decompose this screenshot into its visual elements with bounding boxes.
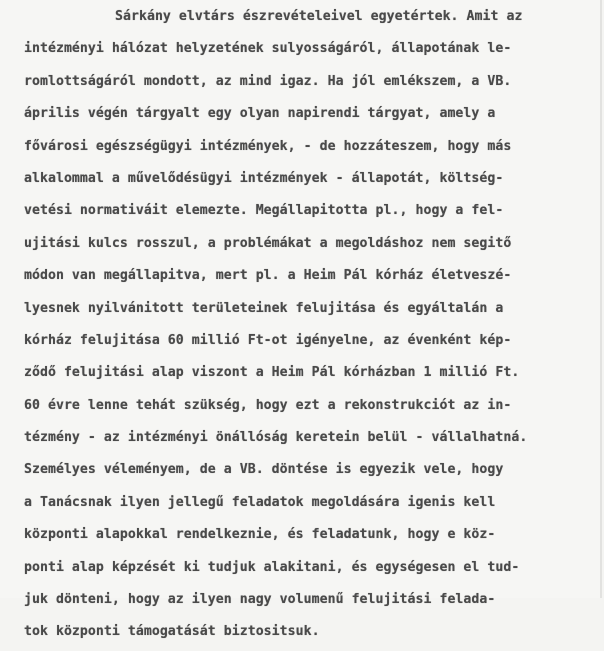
text-line: tok központi támogatását biztositsuk. bbox=[24, 624, 320, 640]
text-line: tézmény - az intézményi önállóság keretein belül - vállalhatná. bbox=[24, 430, 528, 446]
text-line: juk dönteni, hogy az ilyen nagy volumenű felujitási felada- bbox=[24, 592, 496, 608]
text-line: alkalommal a művelődésügyi intézmények - állapotát, költség- bbox=[24, 170, 504, 186]
text-line: módon van megállapitva, mert pl. a Heim Pál kórház életveszé- bbox=[24, 268, 512, 284]
text-line: fővárosi egészségügyi intézmények, - de hozzáteszem, hogy más bbox=[24, 138, 512, 154]
text-line: 60 évre lenne tehát szükség, hogy ezt a rekonstrukciót az in- bbox=[24, 397, 512, 413]
document-body bbox=[24, 3, 600, 651]
text-line: Sárkány elvtárs észrevételeivel egyetértek. Amit az bbox=[115, 9, 523, 24]
text-line: ződő felujitási alap viszont a Heim Pál kórházban 1 millió Ft. bbox=[24, 365, 520, 381]
text-line: lyesnek nyilvánitott területeinek felujitása és egyáltalán a bbox=[24, 300, 504, 316]
text-line: kórház felujitása 60 millió Ft-ot igényelne, az évenként kép- bbox=[24, 332, 512, 348]
text-line: intézményi hálózat helyzetének sulyosságáról, állapotának le- bbox=[24, 41, 512, 57]
text-line: április végén tárgyalt egy olyan napirendi tárgyat, amely a bbox=[24, 106, 496, 122]
text-line: ujitási kulcs rosszul, a problémákat a megoldáshoz nem segitő bbox=[24, 235, 512, 251]
text-line: központi alapokkal rendelkeznie, és feladatunk, hogy e köz- bbox=[24, 527, 496, 543]
text-line: ponti alap képzését ki tudjuk alakitani, és egységesen el tud- bbox=[24, 559, 520, 575]
text-line: a Tanácsnak ilyen jellegű feladatok megoldására igenis kell bbox=[24, 494, 496, 510]
text-line: vetési normativáit elemezte. Megállapitotta pl., hogy a fel- bbox=[24, 203, 504, 219]
text-line: romlottságáról mondott, az mind igaz. Ha jól emlékszem, a VB. bbox=[24, 73, 512, 89]
text-line: Személyes véleményem, de a VB. döntése is egyezik vele, hogy bbox=[24, 462, 504, 478]
